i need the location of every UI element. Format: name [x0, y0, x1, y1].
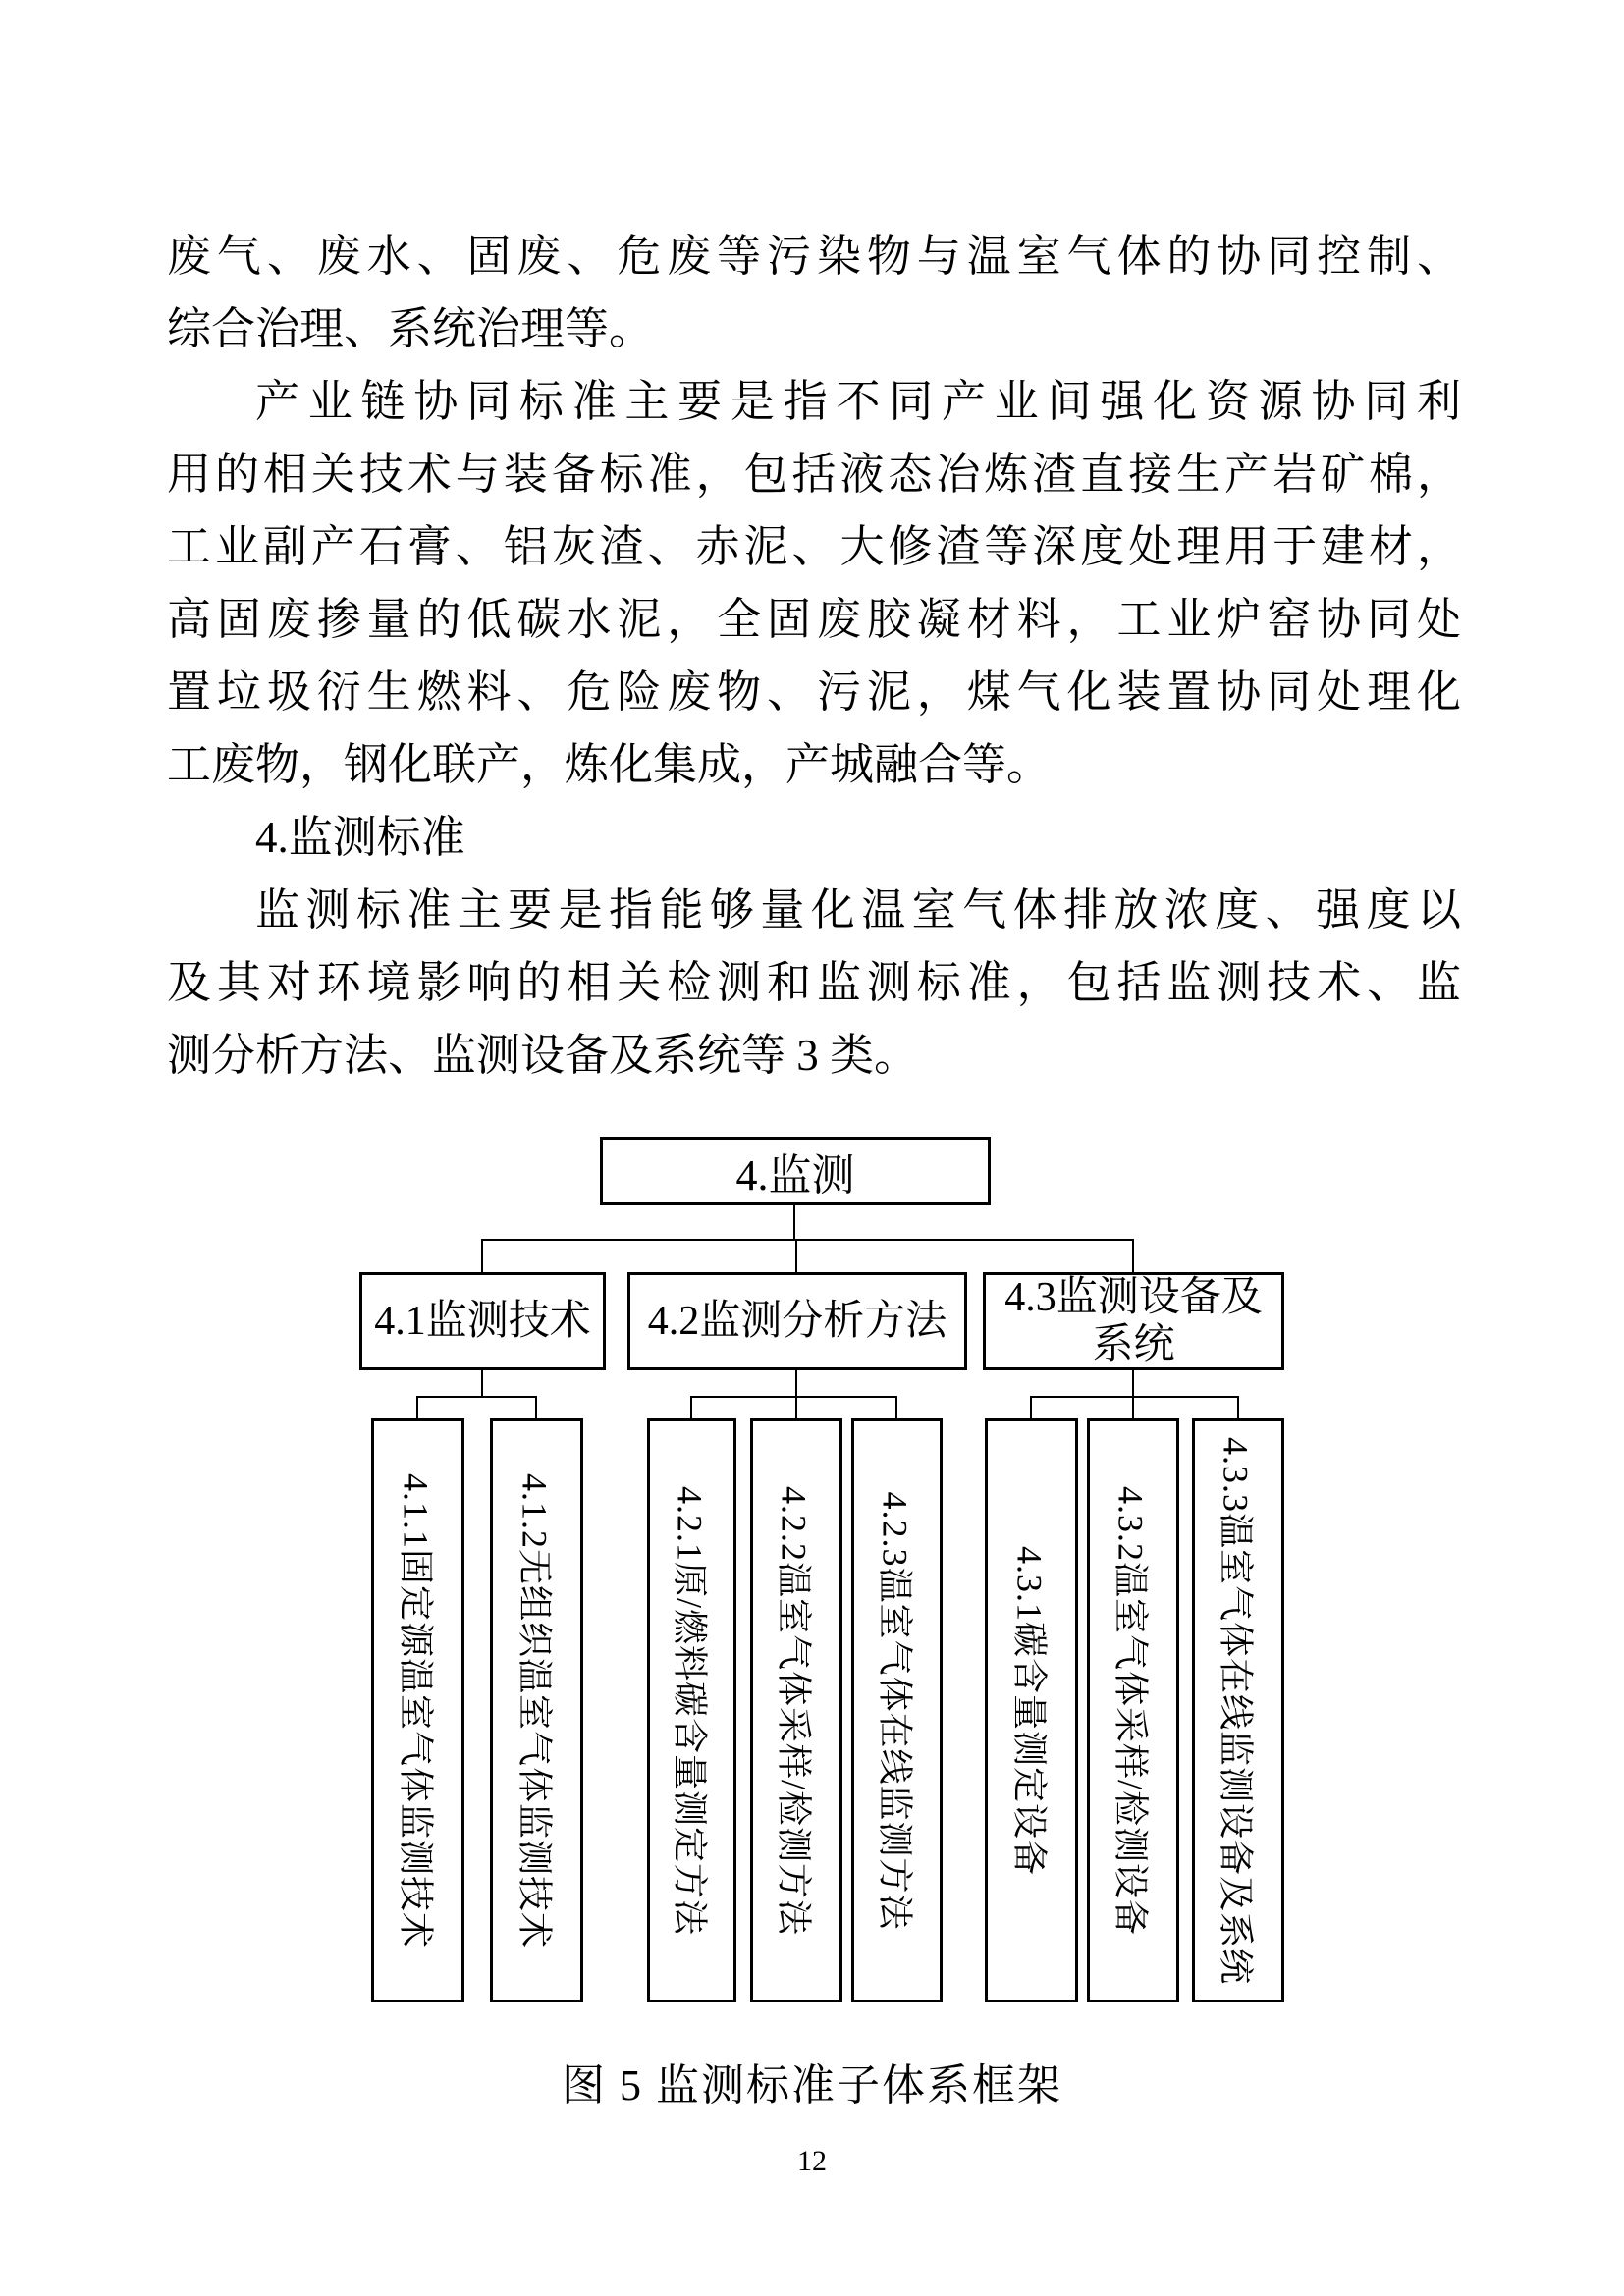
diagram-box-4-1-1-label: 4.1.1固定源温室气体监测技术 [396, 1472, 435, 1949]
connector [416, 1396, 418, 1418]
connector [1030, 1396, 1032, 1418]
diagram-box-4-1-2-label: 4.1.2无组织温室气体监测技术 [514, 1472, 554, 1949]
connector [481, 1370, 483, 1396]
paragraph-line: 工业副产石膏、铝灰渣、赤泥、大修渣等深度处理用于建材， [167, 522, 1461, 571]
diagram-box-4-3-2-label: 4.3.2温室气体采样/检测设备 [1110, 1485, 1151, 1936]
diagram-box-4-1-label: 4.1监测技术 [374, 1299, 591, 1344]
diagram-box-4-2-2 [750, 1418, 842, 2002]
paragraph-line: 综合治理、系统治理等。 [167, 304, 654, 353]
diagram-box-4-3-1-label: 4.3.1碳含量测定设备 [1009, 1545, 1049, 1876]
paragraph-line: 工废物，钢化联产，炼化集成，产城融合等。 [167, 740, 1052, 789]
diagram-box-4-2-3-label: 4.2.3温室气体在线监测方法 [875, 1490, 914, 1930]
diagram-box-4-1-1 [371, 1418, 464, 2002]
paragraph-line: 测分析方法、监测设备及系统等 3 类。 [167, 1031, 919, 1080]
diagram-box-4-2-label: 4.2监测分析方法 [647, 1299, 947, 1344]
connector [1237, 1396, 1239, 1418]
diagram-box-4-3-label: 4.3监测设备及系统 [1004, 1275, 1263, 1367]
diagram-box-4-2-1 [647, 1418, 736, 2002]
paragraph-line: 用的相关技术与装备标准，包括液态冶炼渣直接生产岩矿棉， [167, 450, 1461, 499]
connector [1030, 1396, 1238, 1398]
diagram-box-4-3-1 [985, 1418, 1078, 2002]
connector [793, 1205, 795, 1239]
connector [1132, 1370, 1134, 1418]
paragraph-line: 置垃圾衍生燃料、危险废物、污泥，煤气化装置协同处理化 [167, 667, 1461, 717]
connector [482, 1239, 1134, 1241]
paragraph-line: 废气、废水、固废、危废等污染物与温室气体的协同控制、 [167, 232, 1461, 281]
diagram-box-4-3 [983, 1272, 1284, 1370]
connector [690, 1396, 692, 1418]
connector [1132, 1239, 1134, 1272]
connector [795, 1239, 797, 1272]
diagram-box-4-3-3-label: 4.3.3温室气体在线监测设备及系统 [1216, 1436, 1256, 1985]
connector [795, 1370, 797, 1418]
body-text [167, 220, 1461, 1092]
diagram-box-4-2 [627, 1272, 967, 1370]
connector [895, 1396, 897, 1418]
paragraph-line: 产业链协同标准主要是指不同产业间强化资源协同利 [255, 377, 1461, 426]
diagram-box-4-3-3 [1192, 1418, 1284, 2002]
diagram-box-4-2-3 [851, 1418, 943, 2002]
diagram-box-4-2-2-label: 4.2.2温室气体采样/检测方法 [774, 1485, 814, 1936]
diagram-box-4-2-1-label: 4.2.1原/燃料碳含量测定方法 [670, 1485, 709, 1936]
diagram-root-label: 4.监测 [735, 1151, 855, 1200]
page-number: 12 [797, 2145, 827, 2177]
connector [481, 1239, 483, 1272]
diagram-box-4-3-2 [1087, 1418, 1179, 2002]
org-chart-figure [0, 1129, 1624, 2012]
connector [535, 1396, 537, 1418]
paragraph-line: 高固废掺量的低碳水泥，全固废胶凝材料，工业炉窑协同处 [167, 595, 1461, 644]
diagram-box-4-1 [359, 1272, 606, 1370]
section-heading: 4.监测标准 [255, 813, 465, 862]
diagram-box-4-1-2 [490, 1418, 583, 2002]
diagram-root-box [600, 1137, 991, 1205]
paragraph-line: 监测标准主要是指能够量化温室气体排放浓度、强度以 [255, 885, 1461, 934]
connector [690, 1396, 897, 1398]
connector [416, 1396, 537, 1398]
paragraph-line: 及其对环境影响的相关检测和监测标准，包括监测技术、监 [167, 958, 1461, 1007]
figure-caption: 图 5 监测标准子体系框架 [562, 2061, 1062, 2109]
